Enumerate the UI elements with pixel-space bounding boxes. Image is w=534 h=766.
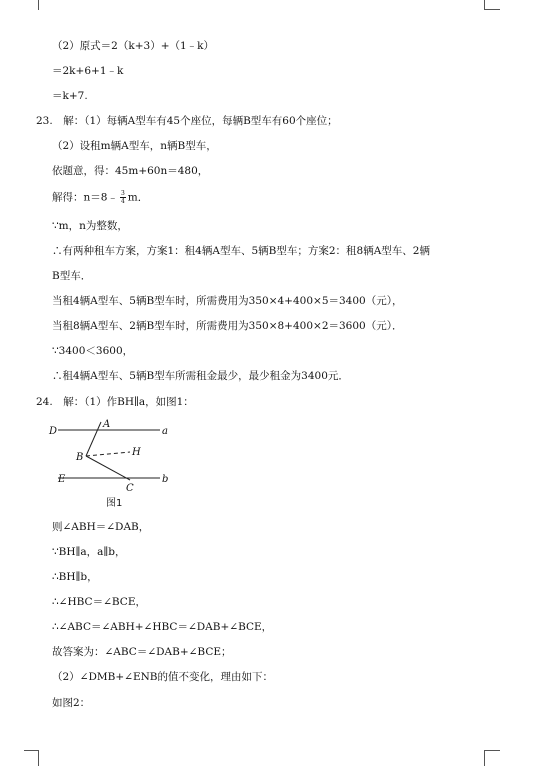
text-line: 23. 解：（1）每辆A型车有45个座位，每辆B型车有60个座位； — [36, 115, 338, 127]
text-line: （2）原式＝2（k+3）+（1﹣k） — [52, 40, 215, 52]
text-line: 如图2： — [52, 697, 91, 709]
crop-mark — [38, 750, 39, 766]
text-line: ∴租4辆A型车、5辆B型车所需租金最少，最少租金为3400元． — [52, 370, 349, 382]
text-line: ＝2k+6+1﹣k — [52, 65, 124, 77]
text-line — [52, 190, 148, 205]
solve-prefix: 解得：n＝8﹣ — [52, 191, 118, 204]
text-line: 当租4辆A型车、5辆B型车时，所需费用为350×4+400×5＝3400（元）， — [52, 295, 403, 307]
label-b-point: B — [76, 452, 84, 463]
label-a-point: A — [103, 419, 111, 430]
segment-bc — [86, 456, 130, 480]
crop-mark — [484, 9, 500, 10]
text-line: ∴BH∥b， — [52, 571, 98, 583]
text-line: 依题意，得：45m+60n＝480， — [52, 165, 209, 177]
text-line: B型车． — [52, 270, 92, 282]
crop-mark — [38, 0, 39, 10]
fraction-denominator: 4 — [120, 198, 125, 205]
label-a-line: a — [162, 426, 168, 437]
text-line: 24. 解：（1）作BH∥a，如图1： — [36, 396, 194, 408]
text-line: ∴有两种租车方案，方案1：租4辆A型车、5辆B型车；方案2：租8辆A型车、2辆 — [52, 245, 430, 257]
text-line: 故答案为：∠ABC＝∠DAB+∠BCE； — [52, 646, 232, 658]
crop-mark — [484, 750, 485, 766]
text-line: ∴∠HBC＝∠BCE， — [52, 596, 146, 608]
text-line: ∵m，n为整数， — [52, 220, 128, 232]
text-line: ∴∠ABC＝∠ABH+∠HBC＝∠DAB+∠BCE， — [52, 621, 273, 633]
label-h: H — [132, 447, 141, 458]
figure-caption: 图1 — [106, 498, 123, 509]
fraction — [120, 190, 126, 205]
segment-bh — [86, 452, 130, 456]
segment-ab — [86, 422, 101, 456]
text-line: 当租8辆A型车、2辆B型车时，所需费用为350×8+400×2＝3600（元）． — [52, 320, 403, 332]
crop-mark — [24, 750, 39, 751]
fraction-numerator: 3 — [120, 190, 125, 197]
text-line: ∵3400＜3600， — [52, 345, 134, 357]
fraction-suffix: m． — [127, 191, 149, 204]
text-line: （2）∠DMB+∠ENB的值不变化，理由如下： — [52, 671, 274, 683]
label-d: D — [49, 426, 58, 437]
label-c: C — [126, 483, 134, 494]
figure-1 — [48, 418, 188, 510]
text-line: ∵BH∥a，a∥b， — [52, 546, 126, 558]
text-line: （2）设租m辆A型车，n辆B型车， — [52, 140, 217, 152]
label-e: E — [58, 474, 66, 485]
label-b-line: b — [162, 474, 169, 485]
crop-mark — [484, 750, 500, 751]
text-line: 则∠ABH＝∠DAB， — [52, 521, 150, 533]
text-line: ＝k+7. — [52, 90, 88, 102]
